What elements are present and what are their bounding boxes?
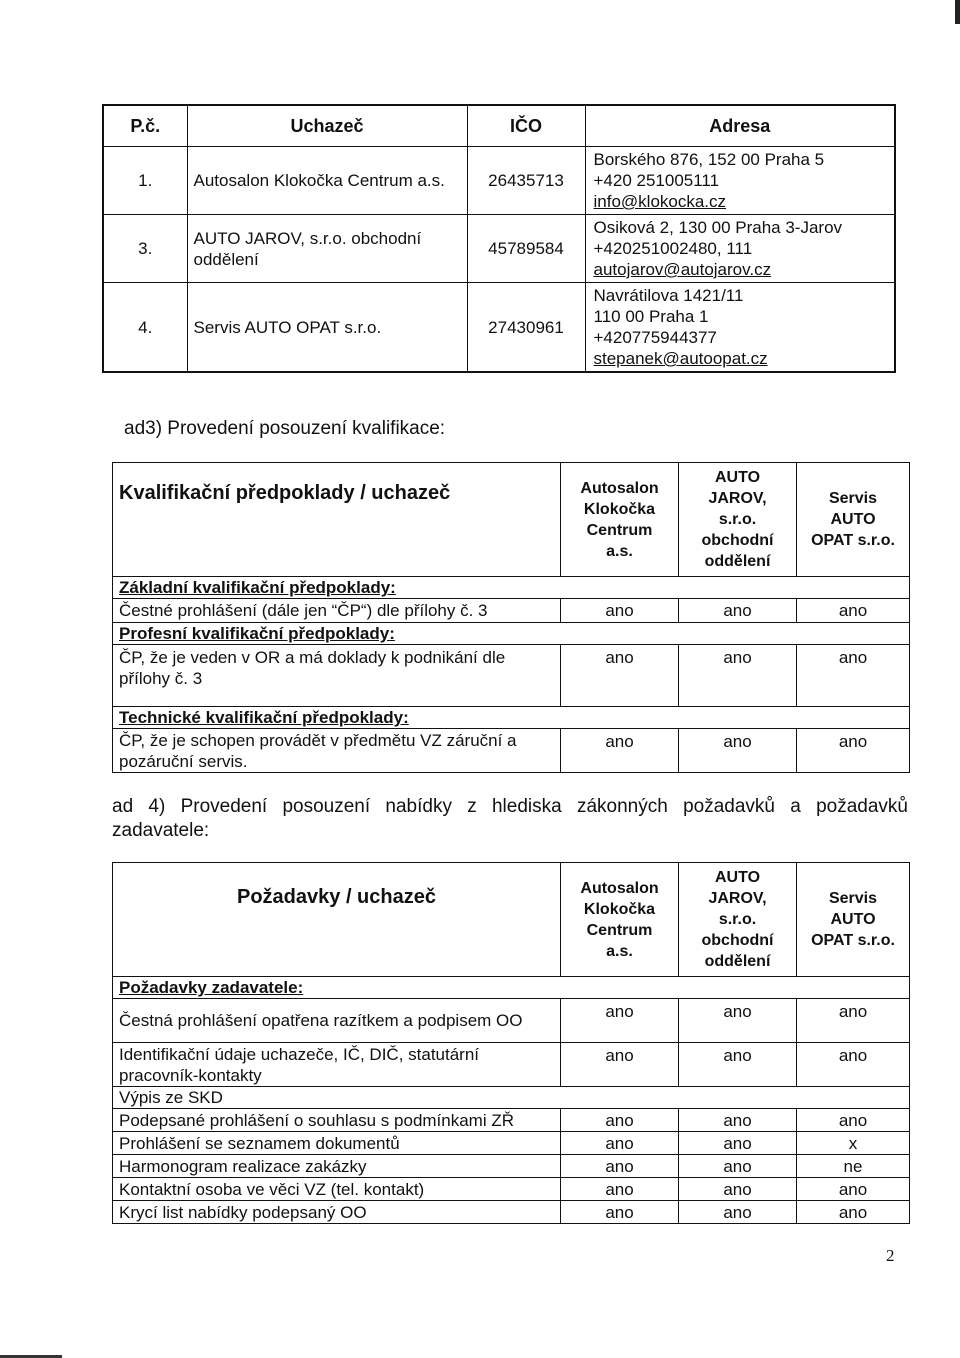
requirements-header-row	[113, 863, 910, 977]
col-head-line: a.s.	[606, 542, 633, 560]
value-cell: ano	[679, 1109, 797, 1132]
qualification-header-row	[113, 463, 910, 577]
value-cell: ano	[679, 1201, 797, 1224]
table-row	[103, 147, 895, 215]
col-head-line: Centrum	[586, 521, 653, 539]
row-number: 3.	[103, 215, 187, 283]
col-head-line: a.s.	[606, 942, 633, 960]
col-head-line: obchodní	[701, 932, 774, 949]
col-head-klokocka	[561, 463, 679, 577]
value-cell: ano	[797, 1043, 910, 1087]
header-number: P.č.	[103, 105, 187, 147]
table-title: Kvalifikační předpoklady / uchazeč	[113, 463, 561, 577]
requirement-label: Prohlášení se seznamem dokumentů	[113, 1132, 561, 1155]
applicant-ico: 27430961	[467, 283, 585, 373]
table-row	[113, 645, 910, 707]
applicant-name: Autosalon Klokočka Centrum a.s.	[187, 147, 467, 215]
col-head-line: OPAT s.r.o.	[811, 932, 895, 949]
col-head-line: s.r.o.	[718, 511, 757, 528]
requirement-label: Identifikační údaje uchazeče, IČ, DIČ, statutární pracovník-kontakty	[113, 1043, 561, 1087]
header-address: Adresa	[585, 105, 895, 147]
table-row	[113, 1201, 910, 1224]
applicant-ico: 26435713	[467, 147, 585, 215]
col-head-line: AUTO	[714, 869, 761, 886]
value-cell: ano	[797, 1109, 910, 1132]
section-basic: Základní kvalifikační předpoklady:	[113, 577, 910, 599]
table-row	[113, 729, 910, 773]
email-link[interactable]: autojarov@autojarov.cz	[593, 260, 772, 279]
section-heading-ad4: ad 4) Provedení posouzení nabídky z hlediska zákonných požadavků a požadavků zadavatele:	[112, 796, 908, 841]
col-head-line: OPAT s.r.o.	[811, 532, 895, 549]
col-head-opat	[797, 463, 910, 577]
value-cell: ano	[679, 645, 797, 707]
col-head-line: AUTO	[830, 511, 876, 528]
value-cell: ano	[679, 1132, 797, 1155]
value-cell: ano	[797, 999, 910, 1043]
phone-line: +420251002480, 111	[593, 239, 753, 258]
section-professional: Profesní kvalifikační předpoklady:	[113, 623, 910, 645]
section-heading-ad3: ad3) Provedení posouzení kvalifikace:	[124, 418, 446, 439]
col-head-line: s.r.o.	[718, 911, 757, 928]
col-head-line: Klokočka	[583, 500, 656, 518]
col-head-line: JAROV,	[708, 890, 767, 907]
scan-edge-mark	[955, 0, 960, 24]
table-row	[103, 215, 895, 283]
col-head-line: Autosalon	[580, 479, 659, 497]
table-row	[113, 1132, 910, 1155]
value-cell: ano	[561, 645, 679, 707]
applicant-name: AUTO JAROV, s.r.o. obchodní oddělení	[187, 215, 467, 283]
col-head-line: Servis	[828, 890, 878, 907]
requirement-label: Výpis ze SKD	[113, 1087, 910, 1109]
value-cell: ano	[679, 729, 797, 773]
table-row	[113, 1178, 910, 1201]
page-number: 2	[886, 1246, 895, 1265]
value-cell: ano	[561, 729, 679, 773]
phone-line: +420775944377	[593, 328, 717, 347]
applicants-header-row	[103, 105, 895, 147]
col-head-line: obchodní	[701, 532, 774, 549]
section-requirements: Požadavky zadavatele:	[113, 977, 910, 999]
value-cell: ano	[561, 1155, 679, 1178]
col-head-line: JAROV,	[708, 490, 767, 507]
phone-line: +420 251005111	[593, 171, 720, 190]
section-row	[113, 577, 910, 599]
applicant-address	[585, 147, 895, 215]
value-cell: ano	[797, 1201, 910, 1224]
address-line: Navrátilova 1421/11	[593, 286, 744, 305]
value-cell: x	[797, 1132, 910, 1155]
col-head-line: Klokočka	[583, 900, 656, 918]
section-row	[113, 707, 910, 729]
value-cell: ano	[679, 1155, 797, 1178]
value-cell: ano	[797, 599, 910, 623]
qualification-table	[112, 462, 910, 773]
header-applicant: Uchazeč	[187, 105, 467, 147]
table-row	[113, 1109, 910, 1132]
table-row	[113, 599, 910, 623]
value-cell: ano	[561, 1132, 679, 1155]
col-head-line: oddělení	[704, 953, 771, 970]
value-cell: ano	[561, 1109, 679, 1132]
col-head-line: AUTO	[830, 911, 876, 928]
applicants-table	[102, 104, 896, 373]
col-head-jarov	[679, 463, 797, 577]
value-cell: ano	[797, 729, 910, 773]
value-cell: ano	[679, 599, 797, 623]
criterion-label: Čestné prohlášení (dále jen “ČP“) dle přílohy č. 3	[113, 599, 561, 623]
row-number: 4.	[103, 283, 187, 373]
address-line: Borského 876, 152 00 Praha 5	[593, 150, 825, 169]
table-row	[113, 1043, 910, 1087]
section-technical: Technické kvalifikační předpoklady:	[113, 707, 910, 729]
table-row	[113, 1087, 910, 1109]
criterion-label: ČP, že je veden v OR a má doklady k podnikání dle přílohy č. 3	[113, 645, 561, 707]
address-line: Osiková 2, 130 00 Praha 3-Jarov	[593, 218, 843, 237]
value-cell: ano	[561, 999, 679, 1043]
requirement-label: Krycí list nabídky podepsaný OO	[113, 1201, 561, 1224]
applicant-address	[585, 215, 895, 283]
col-head-line: Centrum	[586, 921, 653, 939]
city-line: 110 00 Praha 1	[593, 307, 709, 326]
requirement-label: Čestná prohlášení opatřena razítkem a podpisem OO	[113, 999, 561, 1043]
value-cell: ano	[561, 1201, 679, 1224]
value-cell: ano	[679, 999, 797, 1043]
table-title: Požadavky / uchazeč	[113, 863, 561, 977]
col-head-line: Autosalon	[580, 879, 659, 897]
value-cell: ano	[797, 645, 910, 707]
value-cell: ano	[797, 1178, 910, 1201]
email-link[interactable]: stepanek@autoopat.cz	[593, 349, 768, 368]
header-ico: IČO	[467, 105, 585, 147]
requirement-label: Podepsané prohlášení o souhlasu s podmínkami ZŘ	[113, 1109, 561, 1132]
table-row	[113, 999, 910, 1043]
section-row	[113, 623, 910, 645]
col-head-line: Servis	[828, 490, 878, 507]
value-cell: ano	[561, 1043, 679, 1087]
criterion-label: ČP, že je schopen provádět v předmětu VZ záruční a pozáruční servis.	[113, 729, 561, 773]
section-row	[113, 977, 910, 999]
table-row	[113, 1155, 910, 1178]
applicant-address	[585, 283, 895, 373]
email-link[interactable]: info@klokocka.cz	[593, 192, 727, 211]
value-cell: ano	[679, 1043, 797, 1087]
table-row	[103, 283, 895, 373]
col-head-opat	[797, 863, 910, 977]
col-head-jarov	[679, 863, 797, 977]
applicant-ico: 45789584	[467, 215, 585, 283]
col-head-line: AUTO	[714, 469, 761, 486]
value-cell: ano	[561, 599, 679, 623]
value-cell: ano	[679, 1178, 797, 1201]
col-head-line: oddělení	[704, 553, 771, 570]
col-head-klokocka	[561, 863, 679, 977]
row-number: 1.	[103, 147, 187, 215]
applicant-name: Servis AUTO OPAT s.r.o.	[187, 283, 467, 373]
requirement-label: Harmonogram realizace zakázky	[113, 1155, 561, 1178]
requirement-label: Kontaktní osoba ve věci VZ (tel. kontakt)	[113, 1178, 561, 1201]
requirements-table	[112, 862, 910, 1224]
value-cell: ne	[797, 1155, 910, 1178]
value-cell: ano	[561, 1178, 679, 1201]
